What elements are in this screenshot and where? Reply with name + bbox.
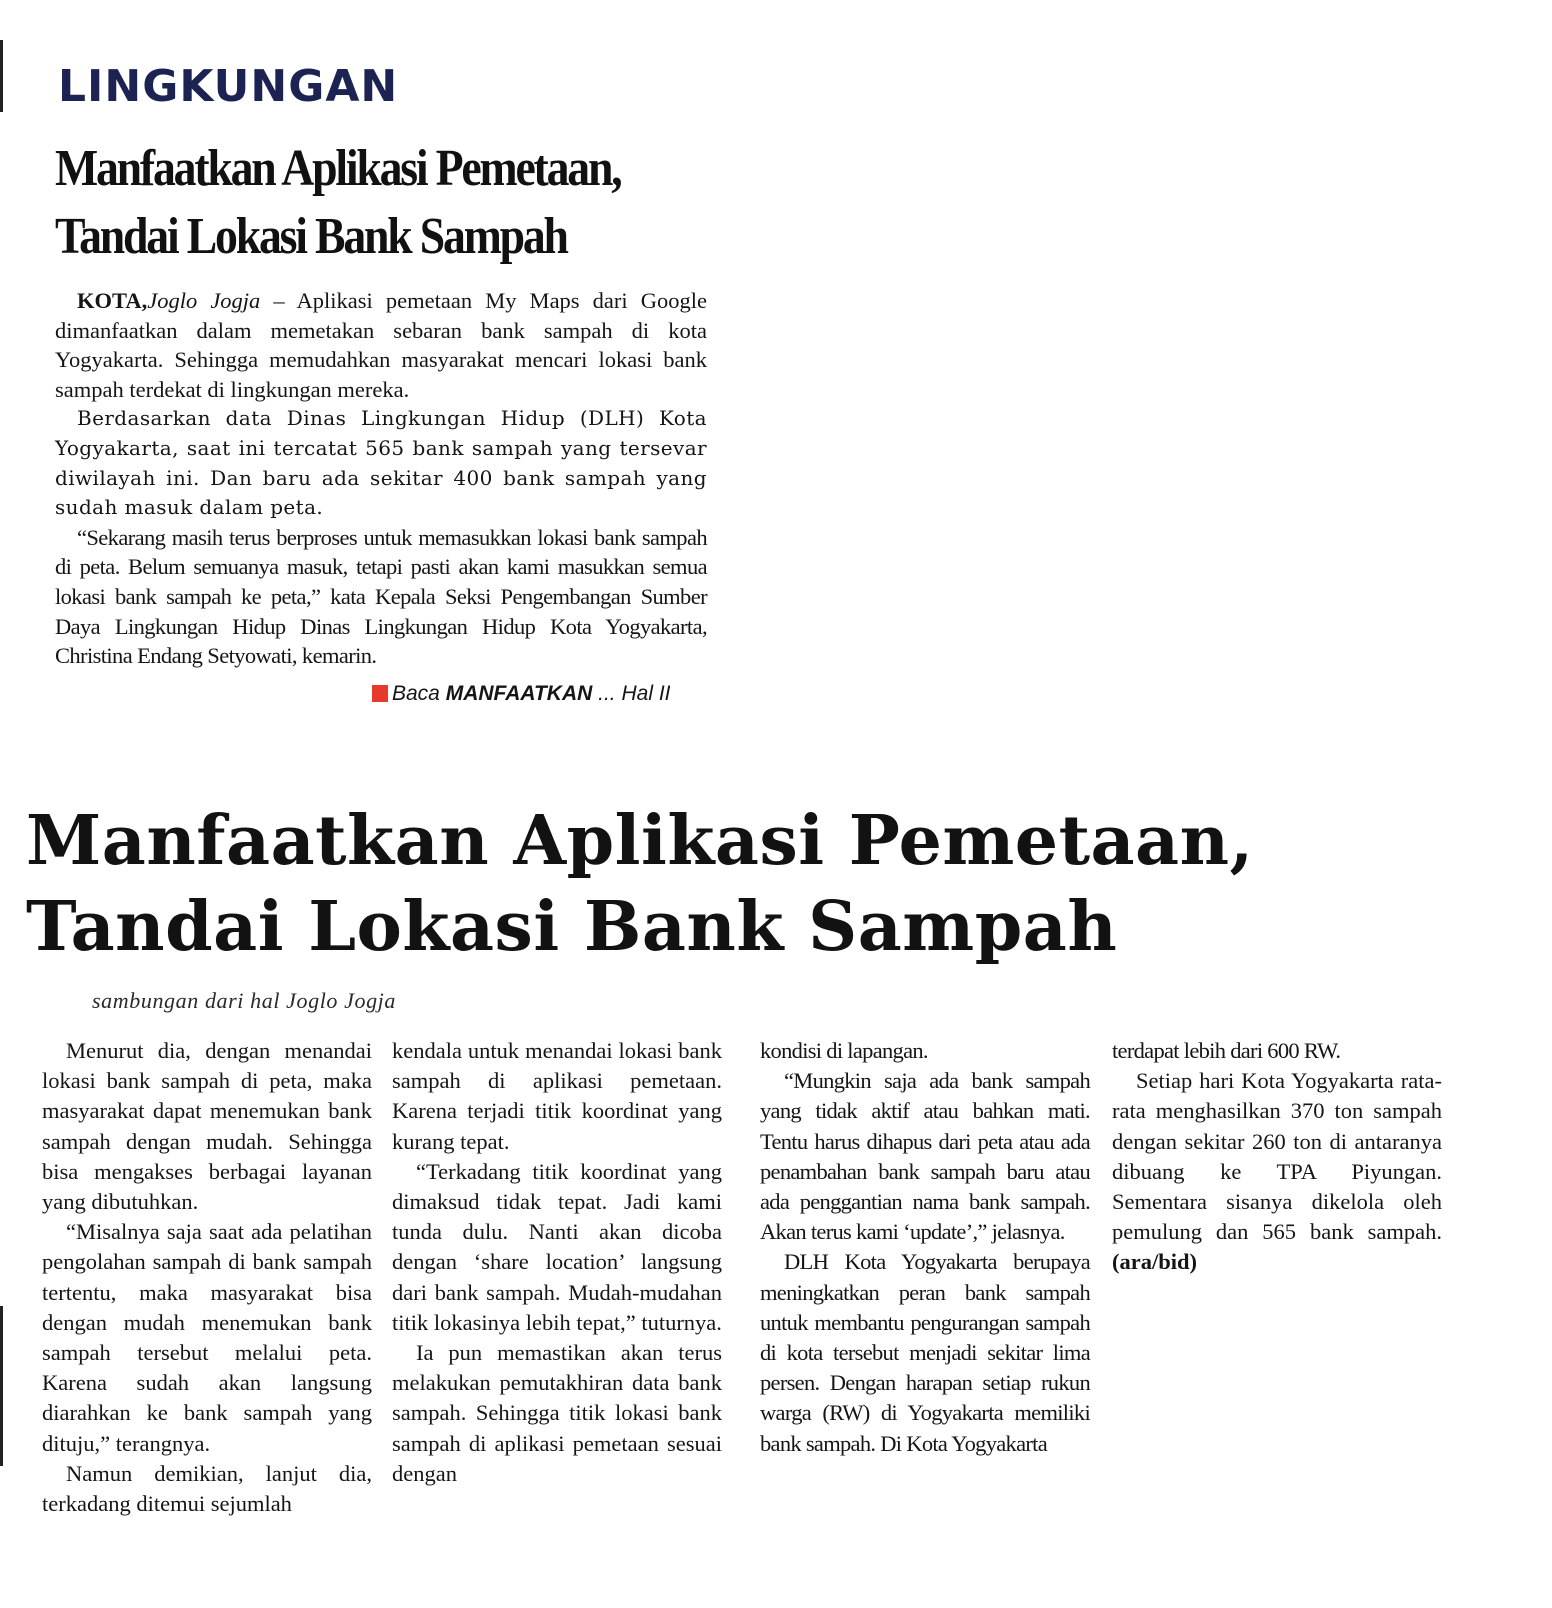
col2-paragraph-1: kendala untuk menandai lokasi bank sampah di aplikasi pemetaan. Karena terjadi titik koordinat yang kurang tepat.	[392, 1038, 722, 1154]
col1-paragraph-3: Namun demikian, lanjut dia, terkadang ditemui sejumlah	[42, 1460, 372, 1517]
front-paragraph-1	[55, 286, 707, 404]
author-signoff: (ara/bid)	[1112, 1249, 1198, 1275]
col3-paragraph-1: kondisi di lapangan.	[760, 1038, 928, 1063]
continued-on-link[interactable]	[372, 681, 708, 707]
front-paragraph-1-text: – Aplikasi pemetaan My Maps dari Google dimanfaatkan dalam memetakan sebaran bank sampah di kota Yogyakarta. Sehingga memudahkan masyarakat mencari lokasi bank sampah terdekat di lingkungan mereka.	[55, 288, 707, 402]
left-edge-mark-bottom	[0, 1306, 3, 1466]
article-column-4	[1112, 1036, 1442, 1278]
col3-paragraph-3: DLH Kota Yogyakarta berupaya meningkatkan peran bank sampah untuk membantu pengurangan sampah di kota tersebut menjadi sekitar lima persen. Dengan harapan setiap rukun warga (RW) di Yogyakarta memiliki bank sampah. Di Kota Yogyakarta	[760, 1249, 1090, 1456]
baca-prefix: Baca	[392, 682, 446, 705]
col1-paragraph-1: Menurut dia, dengan menandai lokasi bank sampah di peta, maka masyarakat dapat menemukan bank sampah dengan mudah. Sehingga bisa mengakses berbagai layanan yang dibutuhkan.	[42, 1038, 372, 1215]
article-column-2	[392, 1036, 722, 1489]
media-name: Joglo Jogja	[147, 288, 261, 313]
front-headline-line2: Tandai Lokasi Bank Sampah	[55, 208, 567, 265]
continuation-headline	[26, 798, 1326, 970]
red-square-icon	[372, 685, 388, 702]
col4-paragraph-2-text: Setiap hari Kota Yogyakarta rata-rata menghasilkan 370 ton sampah dengan sekitar 260 ton di antaranya dibuang ke TPA Piyungan. Sementara sisanya dikelola oleh pemulung dan 565 bank sampah.	[1112, 1068, 1442, 1245]
front-paragraph-2: Berdasarkan data Dinas Lingkungan Hidup (DLH) Kota Yogyakarta, saat ini tercatat 565 bank sampah yang tersevar diwilayah ini. Dan baru ada sekitar 400 bank sampah yang sudah masuk dalam peta.	[55, 406, 707, 520]
continuation-headline-line2: Tandai Lokasi Bank Sampah	[26, 887, 1118, 967]
col1-paragraph-2: “Misalnya saja saat ada pelatihan pengolahan sampah di bank sampah tertentu, maka masyarakat bisa dengan mudah menemukan bank sampah tersebut melalui peta. Karena sudah akan langsung diarahkan ke bank sampah yang dituju,” terangnya.	[42, 1219, 372, 1456]
dateline: KOTA,	[77, 288, 148, 313]
left-edge-mark-top	[0, 40, 3, 112]
continuation-note: sambungan dari hal Joglo Jogja	[92, 988, 396, 1013]
col2-paragraph-2: “Terkadang titik koordinat yang dimaksud tidak tepat. Jadi kami tunda dulu. Nanti akan dicoba dengan ‘share location’ langsung dari bank sampah. Mudah-mudahan titik lokasinya lebih tepat,” tuturnya.	[392, 1158, 722, 1335]
front-article-body	[55, 286, 707, 671]
article-column-1	[42, 1036, 372, 1519]
col4-paragraph-1: terdapat lebih dari 600 RW.	[1112, 1038, 1341, 1063]
section-label: LINGKUNGAN	[58, 61, 399, 112]
col2-paragraph-3: Ia pun memastikan akan terus melakukan pemutakhiran data bank sampah. Sehingga titik lokasi bank sampah di aplikasi pemetaan sesuai dengan	[392, 1340, 722, 1486]
article-column-3	[760, 1036, 1090, 1459]
continuation-headline-line1: Manfaatkan Aplikasi Pemetaan,	[26, 801, 1254, 881]
front-headline	[55, 135, 671, 271]
front-headline-line1: Manfaatkan Aplikasi Pemetaan,	[55, 140, 621, 197]
col4-paragraph-2	[1112, 1066, 1442, 1277]
col3-paragraph-2: “Mungkin saja ada bank sampah yang tidak aktif atau bahkan mati. Tentu harus dihapus dari peta atau ada penambahan bank sampah baru atau ada penggantian nama bank sampah. Akan terus kami ‘update’,” jelasnya.	[760, 1068, 1090, 1245]
baca-target: MANFAATKAN	[445, 682, 593, 705]
baca-suffix: ... Hal II	[592, 682, 671, 705]
front-paragraph-3: “Sekarang masih terus berproses untuk memasukkan lokasi bank sampah di peta. Belum semuanya masuk, tetapi pasti akan kami masukkan semua lokasi bank sampah ke peta,” kata Kepala Seksi Pengembangan Sumber Daya Lingkungan Hidup Dinas Lingkungan Hidup Kota Yogyakarta, Christina Endang Setyowati, kemarin.	[55, 524, 707, 669]
